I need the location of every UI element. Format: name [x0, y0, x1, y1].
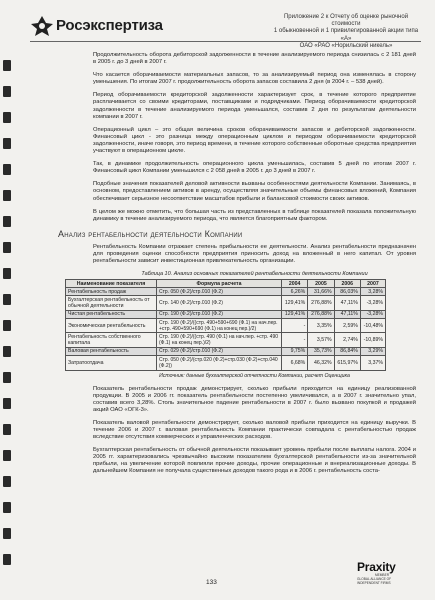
column-header: 2006 [334, 280, 360, 288]
column-header: Наименование показателя [66, 280, 157, 288]
column-header: 2007 [360, 280, 385, 288]
table-row: Экономическая рентабельность Стр. 190 (Ф.2)/((стр. 490+590+690 (Ф.1) на нач.пер. +стр. 490+590+690 (Ф.1) на конец пер.)/2) - 3,35% 2,59% -10,48% [66, 319, 386, 333]
paragraph: Период оборачиваемости кредиторской задолженности характеризует срок, в течение которого предприятие расплачивается со своими кредиторами, поставщиками и подрядчиками. Период оборачиваемости кредиторской задолженности в течение анализируемого периода уменьшался, составив 2 дня по результатам деятельности компании в 2007 г. [93, 92, 416, 120]
company-logo-icon [30, 15, 54, 37]
praxity-brand: Praxity [357, 560, 396, 574]
section-intro: Рентабельность Компании отражает степень прибыльности ее деятельности. Анализ рентабельности предназначен для проведения оценки способности предприятия приносить доход на вложенный в него капитал. От уровня рентабельности зависит инвестиционная привлекательность организации. [93, 243, 416, 264]
binding-holes [3, 60, 17, 580]
column-header: 2005 [308, 280, 334, 288]
praxity-logo [357, 560, 419, 585]
table-row: Валовая рентабельность Стр. 029 (Ф.2)/стр.010 (Ф.2) 9,75% 35,73% 86,84% 3,29% [66, 347, 386, 355]
table-row: Бухгалтерская рентабельность от обычной деятельности Стр. 140 (Ф.2)/стр.010 (Ф.2) 129,41% 276,88% 47,11% -3,28% [66, 296, 386, 310]
table-row: Затратоотдача Стр. 050 (Ф.2)/(стр.020 (Ф.2)+стр.030 (Ф.2)+стр.040 (Ф.2)) 6,68% 46,32% 615,97% 3,37% [66, 356, 386, 370]
section-heading: Анализ рентабельности деятельности Компании [58, 228, 243, 239]
paragraph: Бухгалтерская рентабельность от обычной деятельности показывает уровень прибыли после выплаты налога. 2004 и 2005 гг. характеризовались чрезвычайно высоким показателем бухгалтерской рентабельности из-за значительной прибыли, на увеличение которой повлияли прочие доходы, прочие операционные и внереализационные доходы. В дальнейшем Компания не получала существенных доходов такого рода и в 2006 г. рентабельность соста- [93, 447, 416, 475]
table-source-note: Источник: данные бухгалтерской отчетности Компании, расчет Оценщика [159, 372, 350, 379]
column-header: 2004 [282, 280, 308, 288]
paragraph: Показатель валовой рентабельности демонстрирует, сколько валовой прибыли приходится на единицу выручки. В течение 2006 и 2007 г. валовая рентабельность Компании практически совпадала с рентабельностью продаж вследствие отсутствия коммерческих и управленческих расходов. [93, 419, 416, 441]
paragraph: Подобные значения показателей деловой активности вызваны особенностями деятельности Компании. Занимаясь, в основном, предоставлением активов в аренду, осуществляя значительные объемы финансовых вложений, Компания обеспечивает серьезное несоответствие масштабов прибыли и балансовой стоимости своих активов. [93, 181, 416, 202]
paragraph: Продолжительность оборота дебиторской задолженности в течение анализируемого периода снизилась с 2 181 дней в 2005 г. до 3 дней в 2007 г. [93, 52, 416, 66]
praxity-tagline: INDEPENDENT FIRMS [357, 580, 391, 585]
table-header-row [66, 280, 386, 288]
profitability-table [65, 279, 386, 370]
praxity-tagline: GLOBAL ALLIANCE OF [357, 576, 392, 581]
paragraph: Показатель рентабельности продаж демонстрирует, сколько прибыли приходится на единицу реализованной продукции. В 2005 и 2006 гг. показатель рентабельности постепенно увеличивался, а в 2007 г. значительно упал, составив всего 3,28%. Столь значительное падение рентабельности в 2007 г. было вызвано покупкой и продажей акций ОАО «ОГК-3». [93, 385, 416, 413]
paragraph: Что касается оборачиваемости материальных запасов, то за анализируемый период она изменялась в сторону уменьшения. По итогам 2007 г. продолжительность оборота запасов составила 2 дня (в 2004 г. – 538 дней). [93, 72, 416, 86]
table-caption: Таблица 10. Анализ основных показателей рентабельности деятельности Компании [141, 271, 368, 278]
praxity-member: MEMBER [375, 573, 389, 577]
column-header: Формула расчета [157, 280, 282, 288]
table-row: Чистая рентабельность Стр. 190 (Ф.2)/стр.010 (Ф.2) 129,41% 276,88% 47,11% -3,28% [66, 310, 386, 318]
page-number: 133 [206, 579, 217, 586]
table-row: Рентабельность собственного капитала Стр. 190 (Ф.2)/((стр. 490 (Ф.1) на нач.пер. +стр. 490 (Ф.1) на конец пер.)/2) - 3,57% 2,74% -10,89% [66, 333, 386, 347]
paragraph: В целом же можно отметить, что большая часть из представленных в таблице показателей показала положительную динамику в течение анализируемого периода, что является благоприятным фактором. [93, 208, 416, 222]
company-logo-text: Росэкспертиза [56, 17, 163, 34]
table-row: Рентабельность продаж Стр. 050 (Ф.2)/стр.010 (Ф.2) 6,26% 31,66% 86,03% 3,28% [66, 288, 386, 296]
header-note: Приложение 2 к Отчету об оценке рыночной стоимости 1 обыкновенной и 1 привилегированной акции типа «А» ОАО «РАО «Норильский никель» [273, 14, 419, 49]
paragraph: Операционный цикл – это общая величина сроков оборачиваемости запасов и дебиторской задолженности. Финансовый цикл - это разница между операционным циклом и периодом оборачиваемости кредиторской задолженности, иначе говоря, это период времени, в течение которого собственные оборотные средства предприятия участвуют в операционном цикле. [93, 126, 416, 155]
document-body [58, 52, 416, 482]
header-divider [30, 41, 421, 42]
paragraph: Так, в динамике продолжительность операционного цикла уменьшилась, составив 5 дней по итогам 2007 г. Финансовый цикл Компании уменьшился с 2 058 дней в 2005 г. до 3 дней в 2007 г. [93, 161, 416, 175]
